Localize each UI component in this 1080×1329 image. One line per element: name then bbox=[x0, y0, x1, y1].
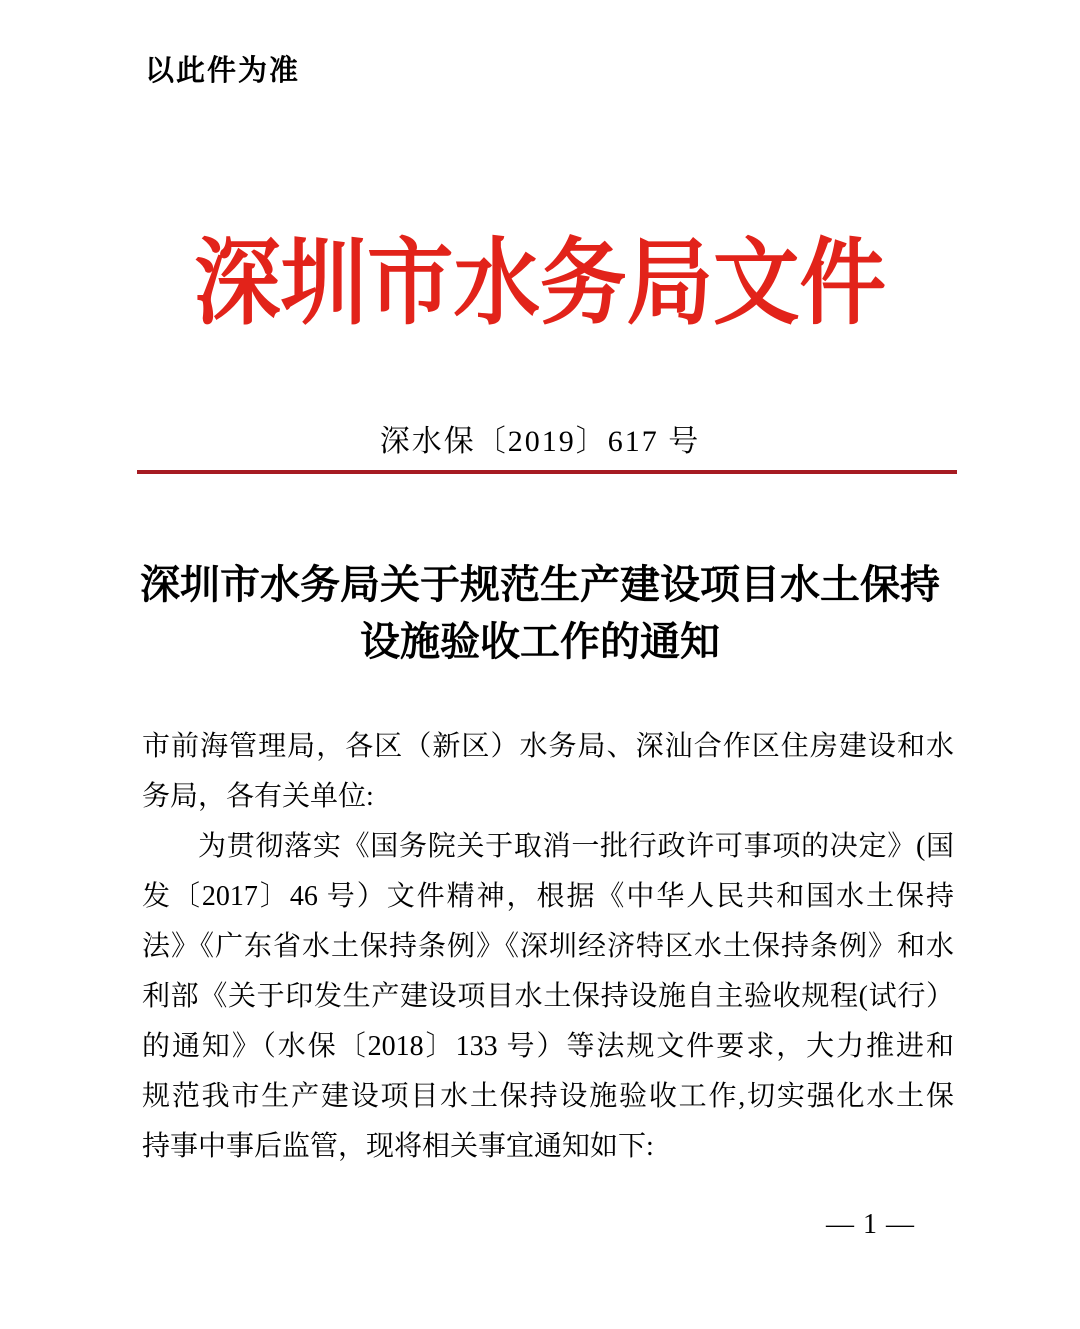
agency-header-title bbox=[0, 228, 1080, 340]
red-header-rule bbox=[137, 470, 957, 474]
agency-header-title-text: 深圳市水务局文件 bbox=[194, 232, 886, 336]
stamp-note: 以此件为准 bbox=[145, 55, 301, 87]
notice-title bbox=[0, 556, 1080, 670]
body-line-paragraph-2: 发〔2017〕46 号）文件精神，根据《中华人民共和国水土保持 bbox=[142, 881, 954, 912]
body-line-paragraph-1: 为贯彻落实《国务院关于取消一批行政许可事项的决定》(国 bbox=[198, 831, 954, 862]
notice-title-line-1: 深圳市水务局关于规范生产建设项目水土保持 bbox=[140, 562, 940, 607]
body-line-recipients-2: 务局，各有关单位: bbox=[142, 781, 374, 812]
notice-body bbox=[142, 722, 954, 1172]
body-line-paragraph-3: 法》《广东省水土保持条例》《深圳经济特区水土保持条例》和水 bbox=[142, 931, 954, 962]
page-number: — 1 — bbox=[826, 1209, 915, 1240]
body-line-recipients-1: 市前海管理局，各区（新区）水务局、深汕合作区住房建设和水 bbox=[142, 731, 954, 762]
notice-title-line-2: 设施验收工作的通知 bbox=[360, 619, 720, 664]
body-line-paragraph-7: 持事中事后监管，现将相关事宜通知如下: bbox=[142, 1131, 654, 1162]
body-line-paragraph-6: 规范我市生产建设项目水土保持设施验收工作,切实强化水土保 bbox=[142, 1081, 954, 1112]
body-line-paragraph-5: 的通知》（水保〔2018〕133 号）等法规文件要求，大力推进和 bbox=[142, 1031, 954, 1062]
body-line-paragraph-4: 利部《关于印发生产建设项目水土保持设施自主验收规程(试行） bbox=[142, 981, 954, 1012]
document-number: 深水保〔2019〕617 号 bbox=[379, 425, 701, 458]
